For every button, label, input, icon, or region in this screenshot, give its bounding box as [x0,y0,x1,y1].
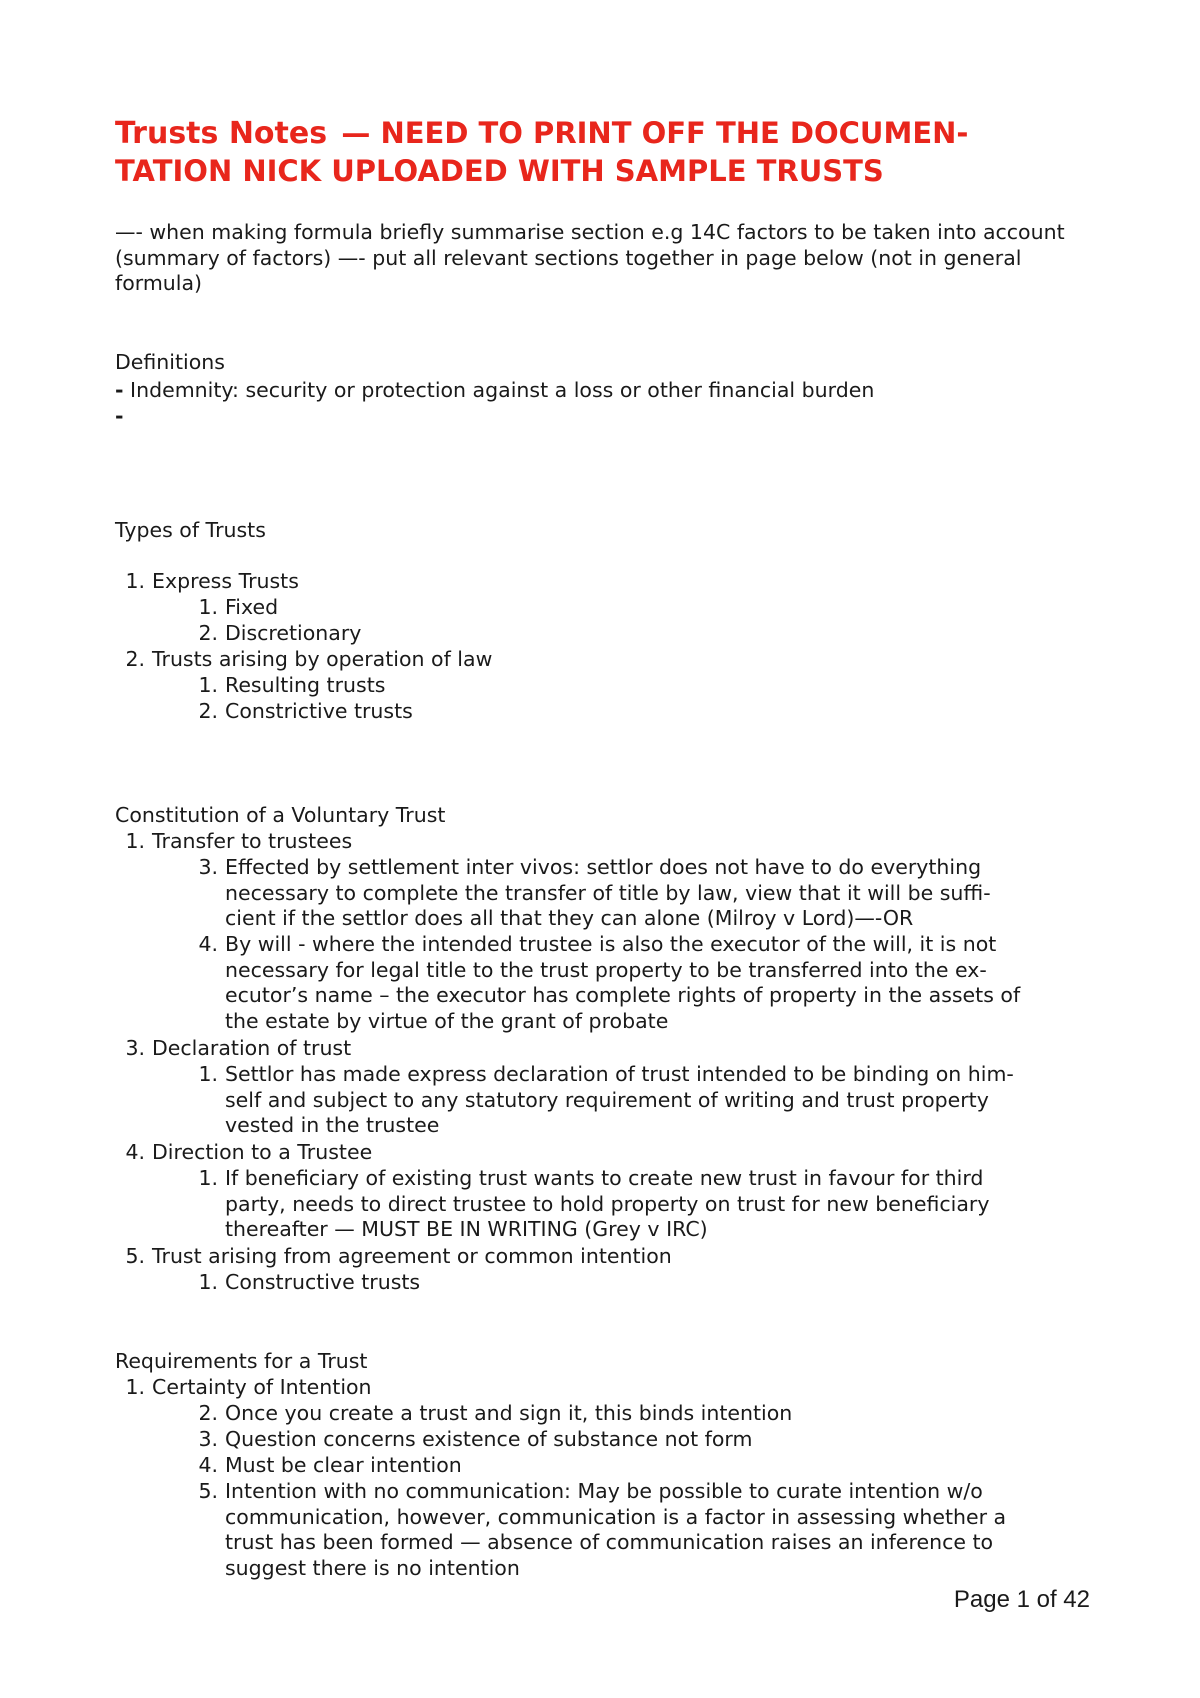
types-heading: Types of Trusts [115,518,266,542]
requirements-heading: Requirements for a Trust [115,1349,368,1373]
bullet-dash-icon: - [115,404,124,428]
page-title [115,114,1095,190]
title-rest-1: — NEED TO PRINT OFF THE DOCUMEN- [341,116,969,150]
constitution-heading: Constitution of a Voluntary Trust [115,803,446,827]
definitions-heading: Definitions [115,350,225,374]
page-number: Page 1 of 42 [953,1586,1090,1613]
definition-item [115,404,124,430]
definition-text: Indemnity: security or protection against a loss or other financial burden [130,378,875,402]
bullet-dash-icon: - [115,378,124,402]
document-page: Trusts Notes — NEED TO PRINT OFF THE DOCUMEN- TATION NICK UPLOADED WITH SAMPLE TRUSTS —- when making formula briefly summarise section e.g 14C factors to be taken into account (summary of factors) —- put all relevant sections together in page below (not in general formula) Definitions - Indemnity: security or protection against a loss or other financial burden - Types of Trusts 1. Express Trusts 1. Fixed 2. Discretionary 2. Trusts arising by operation of law 1. Resulting trusts 2. Constrictive trusts Constitution of a Voluntary Trust 1. Transfer to trustees 3. Effected by settlement inter vivos: settlor does not have to do everything necessary to complete the transfer of title by law, view that it will be suffi- cient if the settlor does all that they can alone (Milroy v Lord)—-OR 4. By will - where the intended trustee is also the executor of the will, it is not necessary for legal title to the trust property to be transferred into the ex- ecutor’s name – the executor has complete rights of property in the assets of the estate by virtue of the grant of probate 3. Declaration of trust 1. Settlor has made express declaration of trust intended to be binding on him- self and subject to any statutory requirement of writing and trust property vested in the trustee 4. Direction to a Trustee 1. If beneficiary of existing trust wants to create new trust in favour for third party, needs to direct trustee to hold property on trust for new beneficiary thereafter — MUST BE IN WRITING (Grey v IRC) 5. Trust arising from agreement or common intention 1. Constructive trusts Requirements for a Trust 1. Certainty of Intention 2. Once you create a trust and sign it, this binds intention 3. Question concerns existence of substance not form 4. Must be clear intention 5. Intention with no communication: May be possible to curate intention w/o communication, however, communication is a factor in assessing whether a trust has been formed — absence of communication raises an inference to suggest there is no intention Page 1 of 42 [0,0,1200,1698]
definition-item [115,378,1095,404]
intro-note: —- when making formula briefly summarise section e.g 14C factors to be taken into account (summary of factors) —- put all relevant sections together in page below (not in general formula) [115,220,1065,295]
title-rest-2: TATION NICK UPLOADED WITH SAMPLE TRUSTS [115,154,884,188]
title-main: Trusts Notes [115,116,328,151]
